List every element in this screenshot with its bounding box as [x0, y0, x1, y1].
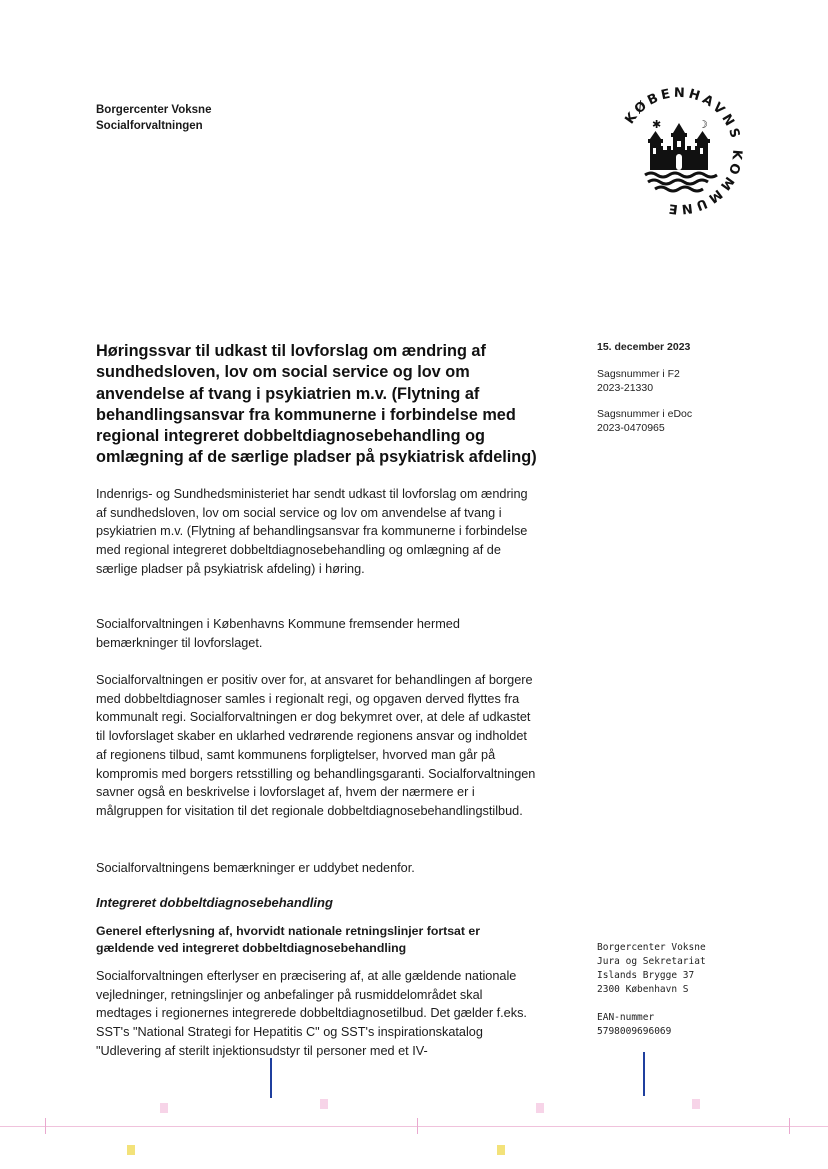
- ean-label: EAN-nummer: [597, 1012, 655, 1023]
- sender-line-1: Borgercenter Voksne: [96, 104, 212, 116]
- sender-line-2: Socialforvaltningen: [96, 120, 203, 132]
- address-line: 2300 København S: [597, 984, 689, 995]
- document-date: 15. december 2023: [597, 341, 691, 353]
- scan-speck: [536, 1103, 544, 1113]
- section-heading: Integreret dobbeltdiagnosebehandling: [96, 895, 333, 910]
- scan-footer-rule: [0, 1126, 828, 1127]
- scan-tick: [45, 1118, 46, 1134]
- paragraph-elaboration: Socialforvaltningens bemærkninger er uddybet nedenfor.: [96, 861, 415, 875]
- svg-text:☽: ☽: [698, 118, 708, 131]
- address-block: [597, 941, 706, 997]
- scan-speck: [692, 1099, 700, 1109]
- case-number-f2-label: Sagsnummer i F2: [597, 368, 680, 380]
- ean-value: 5798009696069: [597, 1026, 672, 1037]
- scan-mark: [643, 1052, 645, 1096]
- svg-text:✱: ✱: [652, 118, 662, 131]
- document-title: Høringssvar til udkast til lovforslag om ændring af sundhedsloven, lov om social service og lov om anvendelse af tvang i psykiatrien m.v. (Flytning af behandlingsansvar fra kommunerne i forbindelse med regional integreret dobbeltdiagnosebehandling og omlægning af de særlige pladser på psykiatrisk afdeling): [96, 342, 537, 467]
- svg-text:KØBENHAVNS KOMMUNE: KØBENHAVNS KOMMUNE: [622, 85, 745, 217]
- case-number-f2-value: 2023-21330: [597, 382, 654, 394]
- address-line: Islands Brygge 37: [597, 970, 695, 981]
- scan-speck: [160, 1103, 168, 1113]
- scan-tick: [417, 1118, 418, 1134]
- scan-speck: [320, 1099, 328, 1109]
- paragraph-position: Socialforvaltningen er positiv over for, at ansvaret for behandlingen af borgere med dobbeltdiagnoser samles i regionalt regi, og opgaven derved flyttes fra kommunalt regi. Socialforvaltningen er dog bekymret over, at dele af udkastet til lovforslaget skaber en uklarhed vedrørende regionens ansvar og indholdet af regionens tilbud, samt kommunens forpligtelser, hvorved man går på kompromis med borgers retsstilling og behandlingsgaranti. Socialforvaltningen savner også en beskrivelse i lovforslaget af, hvem der nærmere er i målgruppen for visitation til det regionale dobbeltdiagnosebehandlingstilbud.: [96, 673, 536, 818]
- subsection-heading: Generel efterlysning af, hvorvidt nationale retningslinjer fortsat er gældende ved integreret dobbeltdiagnosebehandling: [96, 924, 481, 955]
- scan-speck: [497, 1145, 505, 1155]
- paragraph-guidelines: Socialforvaltningen efterlyser en præcisering af, at alle gældende nationale vejledninger, retningslinjer og anbefalinger på rusmiddelområdet skal medtages i regionernes integrerede dobbeltdiagnosetilbud. Det gælder f.eks. SST's "National Strategi for Hepatitis C" og SST's inspirationskatalog "Udlevering af sterilt injektionsudstyr til personer med et IV-: [96, 969, 527, 1058]
- case-number-edoc-label: Sagsnummer i eDoc: [597, 408, 693, 420]
- scan-tick: [789, 1118, 790, 1134]
- address-line: Borgercenter Voksne: [597, 942, 706, 953]
- case-number-edoc: [597, 407, 692, 435]
- case-number-edoc-value: 2023-0470965: [597, 422, 665, 434]
- address-line: Jura og Sekretariat: [597, 956, 706, 967]
- paragraph-remarks: Socialforvaltningen i Københavns Kommune fremsender hermed bemærkninger til lovforslaget.: [96, 617, 460, 650]
- case-number-f2: [597, 367, 680, 395]
- sender-block: [96, 102, 211, 134]
- scan-speck: [127, 1145, 135, 1155]
- scan-mark: [270, 1058, 272, 1098]
- paragraph-intro: Indenrigs- og Sundhedsministeriet har sendt udkast til lovforslag om ændring af sundhedsloven, lov om social service og lov om anvendelse af tvang i psykiatrien m.v. (Flytning af behandlingsansvar fra kommunerne i forbindelse med regional integreret dobbeltdiagnosebehandling og omlægning af de særlige pladser på psykiatrisk afdeling) i høring.: [96, 487, 528, 576]
- copenhagen-coat-of-arms-icon: [612, 84, 746, 218]
- ean-block: [597, 1011, 671, 1039]
